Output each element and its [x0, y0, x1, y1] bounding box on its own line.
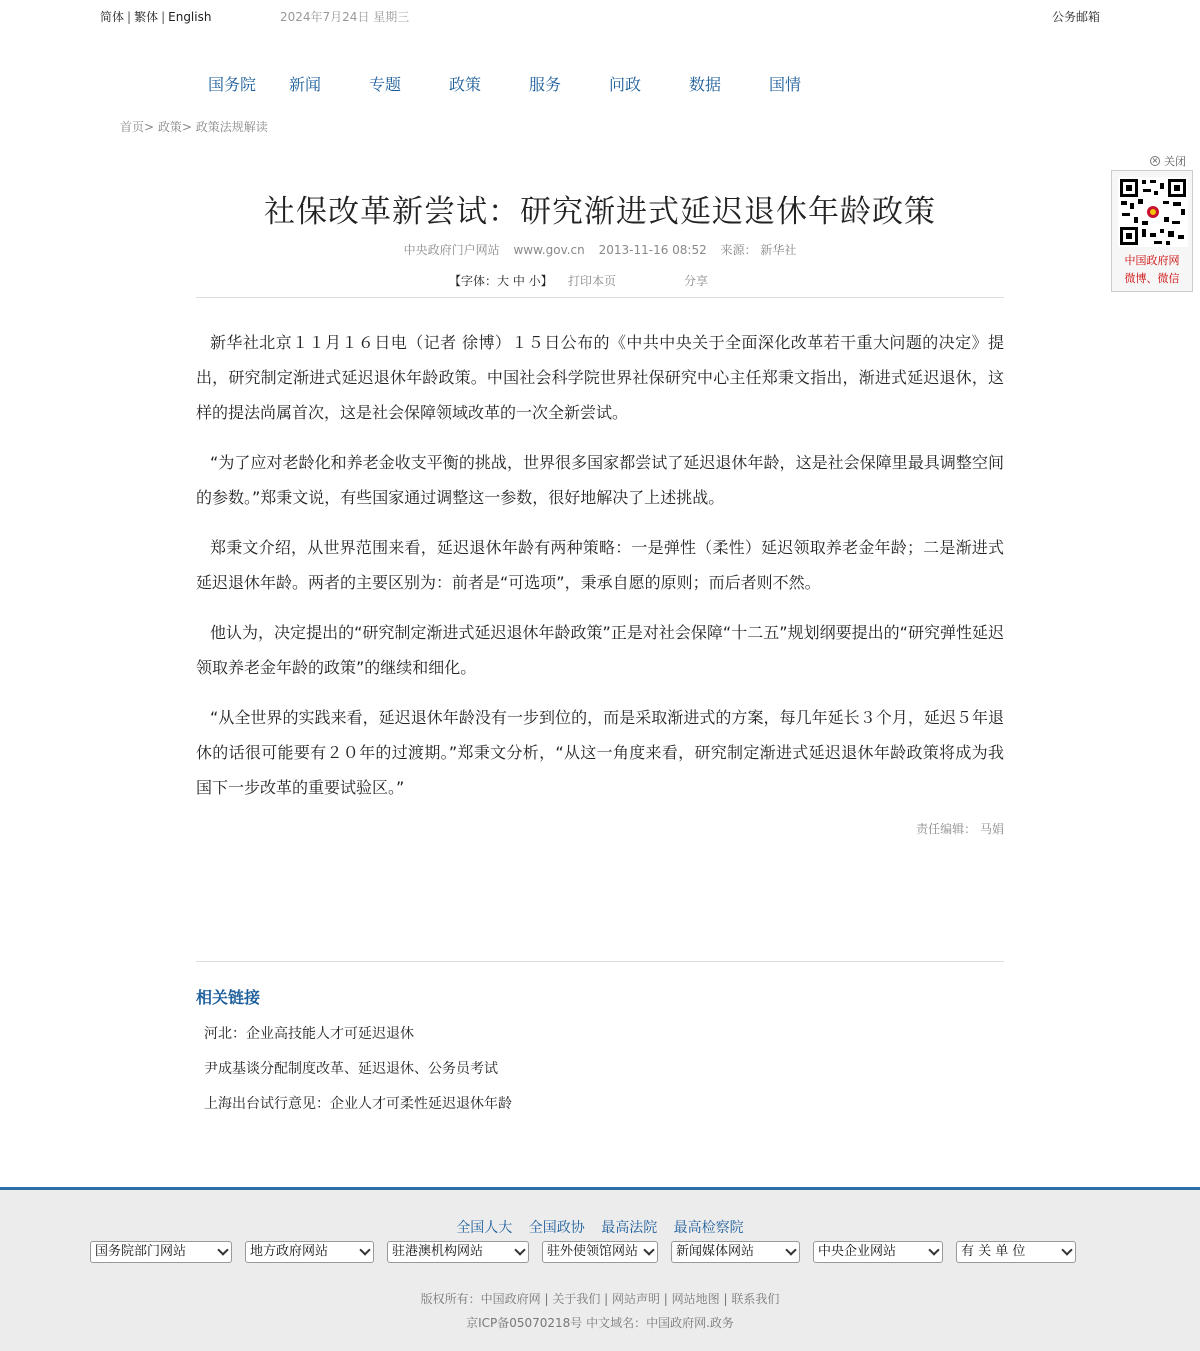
- paragraph: “为了应对老龄化和养老金收支平衡的挑战，世界很多国家都尝试了延迟退休年龄，这是社会保障里最具调整空间的参数。”郑秉文说，有些国家通过调整这一参数，很好地解决了上述挑战。: [196, 453, 1004, 507]
- select-hk-macao-sites[interactable]: [387, 1241, 529, 1263]
- copyright-links[interactable]: 版权所有：中国政府网 | 关于我们 | 网站声明 | 网站地图 | 联系我们: [420, 1292, 780, 1306]
- main-nav: [208, 72, 849, 95]
- nav-item-guowuyuan[interactable]: 国务院: [208, 75, 257, 94]
- meta-date: 2013-11-16 08:52: [598, 243, 707, 257]
- paragraph: 新华社北京１１月１６日电（记者 徐博）１５日公布的《中共中央关于全面深化改革若干重大问题的决定》提出，研究制定渐进式延迟退休年龄政策。中国社会科学院世界社保研究中心主任郑秉文指出，渐进式延迟退休，这样的提法尚属首次，这是社会保障领域改革的一次全新尝试。: [196, 333, 1004, 422]
- nav-item-policy[interactable]: 政策: [449, 75, 482, 94]
- select-state-council-sites[interactable]: [90, 1241, 232, 1263]
- article-meta: [0, 241, 1200, 258]
- chevron-down-icon: [1061, 1244, 1072, 1255]
- select-embassy-sites[interactable]: [542, 1241, 658, 1263]
- chevron-down-icon: [514, 1244, 525, 1255]
- share-button[interactable]: 分享: [684, 274, 709, 288]
- lang-simplified-link[interactable]: 简体: [100, 10, 125, 24]
- article-tools: [449, 272, 709, 289]
- article-body: [196, 325, 1004, 820]
- nav-item-data[interactable]: 数据: [689, 75, 722, 94]
- lang-english-link[interactable]: English: [168, 10, 212, 24]
- footer-link-court[interactable]: 最高法院: [601, 1220, 658, 1236]
- paragraph: “从全世界的实践来看，延迟退休年龄没有一步到位的，而是采取渐进式的方案，每几年延长３个月，延迟５年退休的话很可能要有２０年的过渡期。”郑秉文分析，“从这一角度来看，研究制定渐进式延迟退休年龄政策将成为我国下一步改革的重要试验区。”: [196, 708, 1004, 797]
- editor-credit: 责任编辑： 马娟: [916, 822, 1004, 836]
- current-date: 2024年7月24日 星期三: [280, 10, 410, 24]
- top-bar: [0, 0, 1200, 30]
- language-switcher: [100, 8, 211, 25]
- icp-info: 京ICP备05070218号 中文域名：中国政府网.政务: [466, 1316, 734, 1330]
- chevron-down-icon: [785, 1244, 796, 1255]
- related-link[interactable]: 上海出台试行意见：企业人才可柔性延迟退休年龄: [204, 1096, 512, 1112]
- qr-close-button[interactable]: [1150, 153, 1186, 169]
- nav-item-service[interactable]: 服务: [529, 75, 562, 94]
- select-value: 国务院部门网站: [95, 1244, 187, 1259]
- select-value: 驻外使领馆网站: [547, 1244, 639, 1259]
- divider: [196, 297, 1004, 298]
- print-button[interactable]: 打印本页: [568, 274, 617, 288]
- chevron-down-icon: [359, 1244, 370, 1255]
- lang-separator: |: [127, 10, 132, 24]
- meta-site: 中央政府门户网站: [403, 243, 500, 257]
- related-links-list: [204, 1024, 512, 1129]
- paragraph: 郑秉文介绍，从世界范围来看，延迟退休年龄有两种策略：一是弹性（柔性）延迟领取养老金年龄；二是渐进式延迟退休年龄。两者的主要区别为：前者是“可选项”，秉承自愿的原则；而后者则不然。: [196, 538, 1004, 592]
- close-icon: ×: [1151, 156, 1159, 165]
- related-links-title: 相关链接: [196, 988, 261, 1007]
- meta-url: www.gov.cn: [513, 243, 585, 257]
- font-size-control[interactable]: 【字体：大 中 小】: [449, 274, 553, 288]
- qr-caption-line1: 中国政府网: [1124, 254, 1180, 267]
- footer: [0, 1187, 1200, 1351]
- nav-item-news[interactable]: 新闻: [289, 75, 322, 94]
- footer-link-cppcc[interactable]: 全国政协: [528, 1220, 585, 1236]
- meta-source: 来源： 新华社: [720, 243, 797, 257]
- lang-separator: |: [161, 10, 166, 24]
- select-soe-sites[interactable]: [813, 1241, 943, 1263]
- chevron-down-icon: [928, 1244, 939, 1255]
- select-value: 新闻媒体网站: [676, 1244, 755, 1259]
- footer-link-procuratorate[interactable]: 最高检察院: [673, 1220, 744, 1236]
- article-title: 社保改革新尝试：研究渐进式延迟退休年龄政策: [264, 194, 936, 230]
- site-selects: [90, 1241, 1090, 1265]
- nav-item-topics[interactable]: 专题: [369, 75, 402, 94]
- select-value: 地方政府网站: [250, 1244, 329, 1259]
- divider: [196, 961, 1004, 962]
- nav-item-inquiry[interactable]: 问政: [609, 75, 642, 94]
- qr-close-label: 关闭: [1164, 155, 1186, 168]
- chevron-down-icon: [643, 1244, 654, 1255]
- footer-links: [0, 1217, 1200, 1237]
- select-value: 有 关 单 位: [961, 1244, 1026, 1259]
- nav-item-national[interactable]: 国情: [769, 75, 802, 94]
- select-media-sites[interactable]: [671, 1241, 800, 1263]
- breadcrumb[interactable]: 首页> 政策> 政策法规解读: [120, 120, 268, 134]
- related-link[interactable]: 河北：企业高技能人才可延迟退休: [204, 1026, 414, 1042]
- lang-traditional-link[interactable]: 繁体: [134, 10, 159, 24]
- select-local-gov-sites[interactable]: [245, 1241, 374, 1263]
- official-mail-link[interactable]: 公务邮箱: [1051, 10, 1100, 24]
- select-related-units[interactable]: [956, 1241, 1076, 1263]
- paragraph: 他认为，决定提出的“研究制定渐进式延迟退休年龄政策”正是对社会保障“十二五”规划纲要提出的“研究弹性延迟领取养老金年龄的政策”的继续和细化。: [196, 623, 1004, 677]
- select-value: 驻港澳机构网站: [392, 1244, 484, 1259]
- qr-caption-line2: 微博、微信: [1124, 272, 1180, 285]
- related-link[interactable]: 尹成基谈分配制度改革、延迟退休、公务员考试: [204, 1061, 498, 1077]
- chevron-down-icon: [217, 1244, 228, 1255]
- select-value: 中央企业网站: [818, 1244, 897, 1259]
- footer-link-npc[interactable]: 全国人大: [456, 1220, 513, 1236]
